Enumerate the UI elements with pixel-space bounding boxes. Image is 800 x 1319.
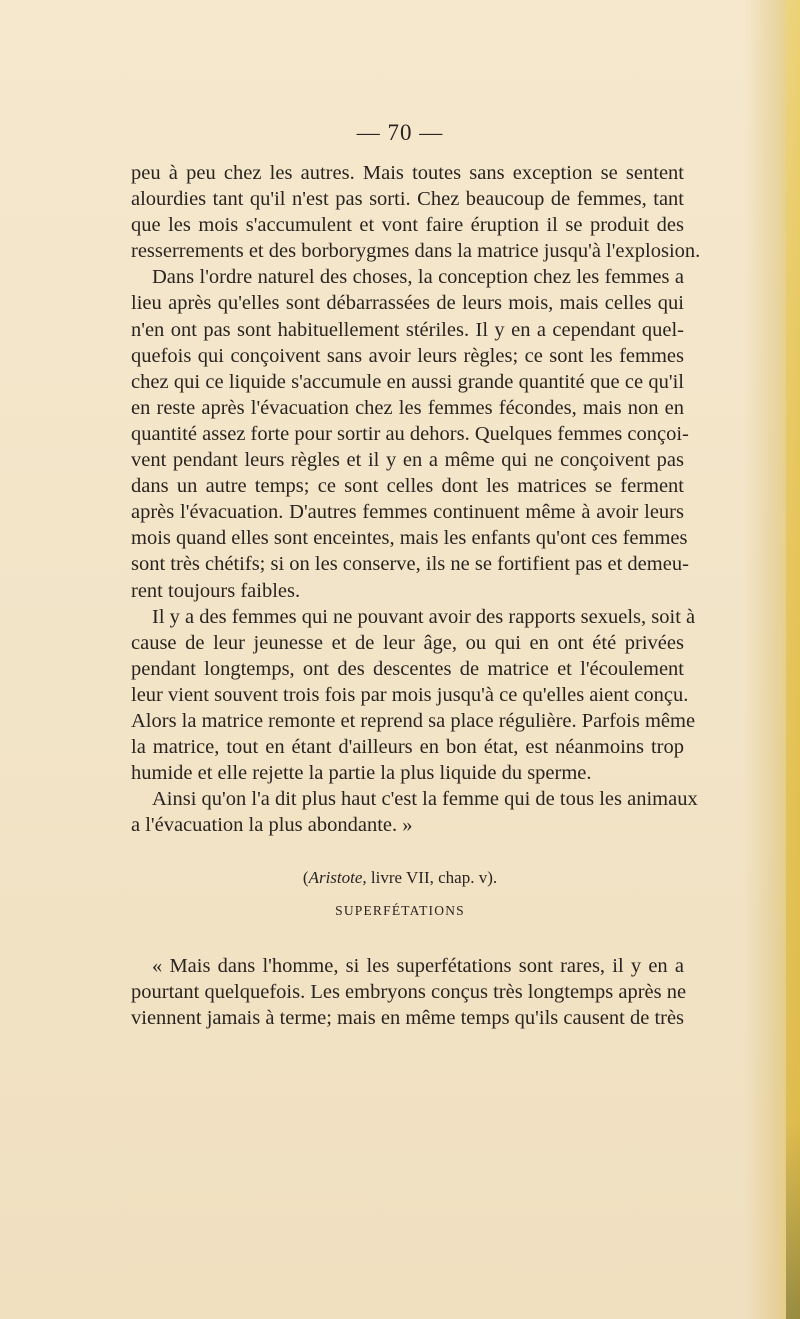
text-line: cause de leur jeunesse et de leur âge, ou qui en ont été privées (131, 631, 684, 654)
text-line: Dans l'ordre naturel des choses, la conception chez les femmes a (152, 266, 684, 289)
text-line: sont très chétifs; si on les conserve, ils ne se fortifient pas et demeu- (131, 553, 689, 576)
paragraph (131, 786, 698, 838)
citation-open: ( (302, 868, 309, 887)
text-line: en reste après l'évacuation chez les femmes fécondes, mais non en (131, 396, 684, 419)
section-heading: SUPERFÉTATIONS (335, 903, 465, 918)
text-line: viennent jamais à terme; mais en même temps qu'ils causent de très (131, 1006, 685, 1029)
text-line: humide et elle rejette la partie la plus liquide du sperme. (131, 762, 592, 785)
text-line: peu à peu chez les autres. Mais toutes sans exception se sentent (131, 162, 684, 184)
citation-author: Aristote, (308, 868, 367, 887)
citation (0, 868, 800, 888)
text-line: dans un autre temps; ce sont celles dont les matrices se ferment (131, 475, 684, 498)
text-line: « Mais dans l'homme, si les superfétations sont rares, il y en a (152, 954, 684, 977)
text-line: après l'évacuation. D'autres femmes continuent même à avoir leurs (131, 501, 684, 524)
text-line: resserrements et des borborygmes dans la matrice jusqu'à l'explosion. (131, 240, 701, 263)
text-line: Ainsi qu'on l'a dit plus haut c'est la femme qui de tous les animaux (152, 788, 698, 811)
text-line: vent pendant leurs règles et il y en a même qui ne conçoivent pas (131, 449, 684, 472)
text-line: Alors la matrice remonte et reprend sa place régulière. Parfois même (131, 709, 696, 732)
text-line: alourdies tant qu'il n'est pas sorti. Chez beaucoup de femmes, tant (131, 188, 684, 211)
text-line: n'en ont pas sont habituellement stériles. Il y en a cependant quel- (131, 318, 684, 341)
text-line: Il y a des femmes qui ne pouvant avoir des rapports sexuels, soit à (152, 605, 696, 628)
text-line: que les mois s'accumulent et vont faire éruption il se produit des (131, 214, 684, 237)
paragraph (131, 953, 687, 1031)
paragraph (131, 604, 696, 787)
text-line: la matrice, tout en étant d'ailleurs en bon état, est néanmoins trop (131, 736, 684, 759)
text-line: a l'évacuation la plus abondante. » (131, 814, 413, 837)
citation-reference: livre VII, chap. v). (366, 868, 498, 887)
page-edge (786, 0, 800, 1319)
text-line: quefois qui conçoivent sans avoir leurs règles; ce sont les femmes (131, 344, 684, 367)
text-line: leur vient souvent trois fois par mois jusqu'à ce qu'elles aient conçu. (131, 683, 689, 706)
page-number: — 70 — (356, 120, 444, 145)
paragraph (131, 160, 701, 264)
text-line: pendant longtemps, ont des descentes de matrice et l'écoulement (131, 657, 684, 680)
text-line: lieu après qu'elles sont débarrassées de leurs mois, mais celles qui (131, 292, 684, 315)
text-line: pourtant quelquefois. Les embryons conçus très longtemps après ne (131, 980, 687, 1003)
text-line: quantité assez forte pour sortir au dehors. Quelques femmes conçoi- (131, 422, 689, 445)
paragraph (131, 264, 689, 603)
text-line: chez qui ce liquide s'accumule en aussi grande quantité que ce qu'il (131, 370, 684, 393)
text-line: rent toujours faibles. (131, 579, 301, 602)
text-line: mois quand elles sont enceintes, mais les enfants qu'ont ces femmes (131, 527, 688, 550)
section-text (131, 932, 687, 1051)
main-text (131, 160, 701, 838)
